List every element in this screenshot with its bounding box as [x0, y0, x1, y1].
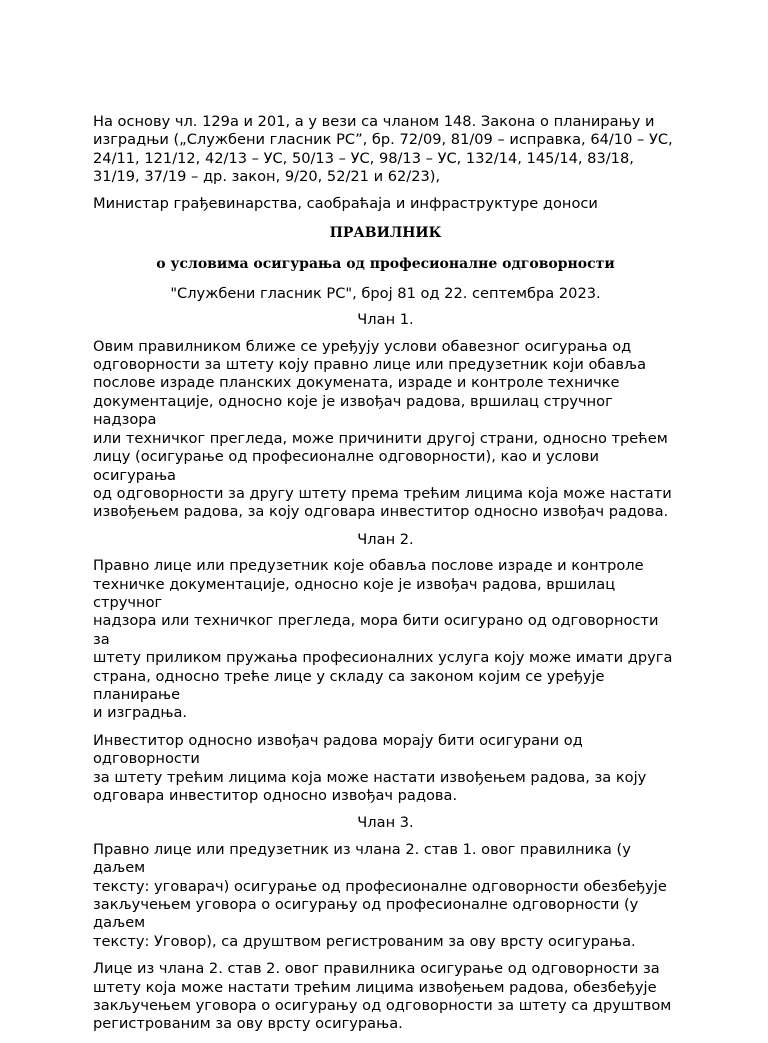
text-line: одговорности за штету коју правно лице или предузетник који обавља — [93, 356, 647, 374]
document-subtitle: о условима осигурања од професионалне одговорности — [156, 256, 615, 273]
article-2-paragraph-1 — [93, 557, 678, 723]
text-line: тексту: уговарач) осигурање од професионалне одговорности обезбеђује — [93, 877, 667, 895]
text-line: и изградња. — [93, 704, 188, 722]
text-line: закључењем уговора о осигурању од професионалне одговорности (у даљем — [93, 896, 639, 932]
text-line: одговара инвеститор односно извођач радова. — [93, 787, 458, 804]
text-line: Лице из члана 2. став 2. овог правилника осигурање од одговорности за — [93, 960, 660, 978]
text-line: техничке документације, односно које је извођач радова, вршилац стручног — [93, 575, 616, 611]
article-1-paragraph-1 — [93, 338, 678, 522]
text-line: Инвеститор односно извођач радова морају бити осигурани од одговорности — [93, 731, 583, 768]
text-line: 24/11, 121/12, 42/13 – УС, 50/13 – УС, 98/13 – УС, 132/14, 145/14, 83/18, — [93, 149, 634, 167]
text-line: Правно лице или предузетник из члана 2. став 1. овог правилника (у даљем — [93, 840, 631, 877]
text-line: 31/19, 37/19 – др. закон, 9/20, 52/21 и 62/23), — [93, 168, 441, 186]
document-page — [93, 113, 678, 1043]
text-line: од одговорности за другу штету према трећим лицима која може настати — [93, 484, 672, 502]
text-line: за штету трећим лицима која може настати извођењем радова, за коју — [93, 768, 647, 786]
article-3-paragraph-1 — [93, 841, 678, 951]
text-line: изградњи („Службени гласник РС”, бр. 72/09, 81/09 – исправка, 64/10 – УС, — [93, 131, 673, 149]
article-2-paragraph-2 — [93, 732, 678, 806]
text-line: тексту: Уговор), са друштвом регистрованим за ову врсту осигурања. — [93, 932, 636, 950]
gazette-reference: "Службени гласник РС", број 81 од 22. септембра 2023. — [170, 284, 601, 302]
text-line: послове израде планских докумената, израде и контроле техничке — [93, 374, 620, 392]
text-line: Овим правилником ближе се уређују услови обавезног осигурања од — [93, 337, 632, 355]
text-line: закључењем уговора о осигурању од одговорности за штету са друштвом — [93, 997, 672, 1015]
article-3-heading: Члан 3. — [357, 814, 414, 832]
text-line: Правно лице или предузетник које обавља послове израде и контроле — [93, 557, 644, 575]
article-1-heading: Члан 1. — [357, 311, 414, 329]
text-line: регистрованим за ову врсту осигурања. — [93, 1015, 403, 1033]
text-line: лицу (осигурање од професионалне одговорности), као и услови осигурања — [93, 448, 599, 484]
article-3-paragraph-2 — [93, 960, 678, 1034]
text-line: страна, односно треће лице у складу са законом којим се уређује планирање — [93, 667, 605, 703]
text-line: штету која може настати трећим лицима извођењем радова, обезбеђује — [93, 978, 657, 996]
text-line: извођењем радова, за коју одговара инвеститор односно извођач радова. — [93, 503, 669, 521]
text-line: или техничког прегледа, може причинити другој страни, односно трећем — [93, 429, 668, 447]
text-line: На основу чл. 129а и 201, а у вези са чланом 148. Закона о планирању и — [93, 113, 655, 130]
legal-basis-paragraph — [93, 113, 678, 187]
text-line: штету приликом пружања професионалних услуга коју може имати друга — [93, 649, 673, 667]
text-line: документације, односно које је извођач радова, вршилац стручног надзора — [93, 392, 613, 429]
issuer-line: Министар грађевинарства, саобраћаја и инфраструктуре доноси — [93, 194, 598, 212]
text-line: надзора или техничког прегледа, мора бити осигурано од одговорности за — [93, 612, 659, 648]
document-title: ПРАВИЛНИК — [329, 225, 442, 242]
article-2-heading: Члан 2. — [357, 530, 414, 548]
